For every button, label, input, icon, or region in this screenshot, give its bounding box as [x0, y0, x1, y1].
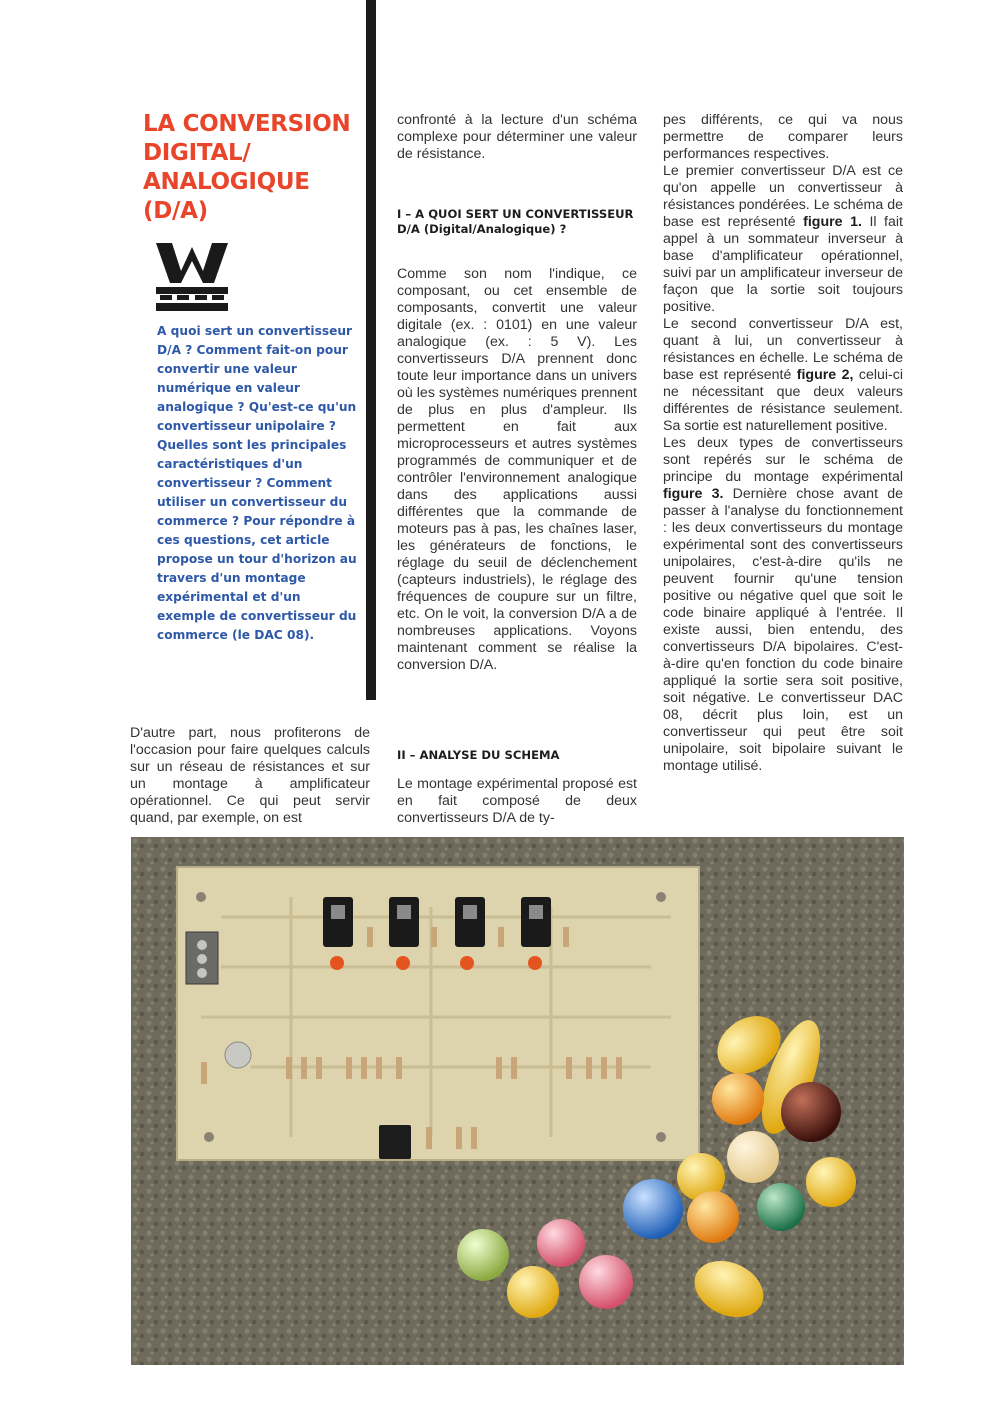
figure-ref: figure 1.: [803, 214, 862, 230]
column-rule: [366, 0, 376, 700]
text-run: Il fait appel à un sommateur inverseur à base d'amplificateur opérationnel, suivi par un amplificateur inverseur de façon que la sortie soit toujours positive.: [663, 214, 903, 315]
column-2-top: [397, 112, 637, 163]
column-2-body: [397, 266, 637, 674]
title-line: DIGITAL/: [143, 140, 251, 166]
column-2-end: [397, 776, 637, 827]
body-paragraph: D'autre part, nous profiterons de l'occasion pour faire quelques calculs sur un réseau de résistances et sur un montage à amplificateur opérationnel. Ce qui peut servir quand, par exemple, on est: [130, 725, 370, 826]
body-paragraph: [663, 163, 903, 316]
figure-ref: figure 3.: [663, 486, 724, 502]
article-intro: [157, 322, 357, 645]
heading-text: II – ANALYSE DU SCHEMA: [397, 748, 560, 762]
circuit-board-photo: [131, 837, 904, 1365]
body-paragraph: [663, 435, 903, 775]
body-paragraph: Comme son nom l'indique, ce composant, ou cet ensemble de composants, convertit une valeur digitale (ex. : 0101) en une valeur analogique (ex. : 5 V). Les convertisseurs D/A prennent donc toute leur importance dans un univers où les systèmes numériques prennent de plus en plus d'ampleur. Ils permettent en fait aux microprocesseurs et autres systèmes programmés de communiquer et de contrôler l'environnement analogique dans des applications aussi différentes que la commande de moteurs pas à pas, les chaînes laser, les générateurs de fonctions, le réglage du seuil de déclenchement (capteurs industriels), le réglage des fréquences de coupure sur un filtre, etc. On le voit, la conversion D/A a de nombreuses applications. Voyons maintenant comment se réalise la conversion D/A.: [397, 266, 637, 673]
section-heading-2: [397, 748, 637, 763]
body-paragraph: Le montage expérimental proposé est en fait composé de deux convertisseurs D/A de ty-: [397, 776, 637, 826]
text-run: Les deux types de convertisseurs sont repérés sur le schéma de principe du montage expérimental: [663, 435, 903, 485]
magazine-logo-icon: [156, 237, 228, 313]
body-paragraph: pes différents, ce qui va nous permettre de comparer leurs performances respectives.: [663, 112, 903, 162]
article-title: [143, 110, 368, 226]
title-line: ANALOGIQUE: [143, 169, 310, 195]
text-run: Le premier convertisseur D/A est ce qu'on appelle un convertisseur à résistances pondérées. Le schéma de base est représenté: [663, 163, 903, 230]
title-line: LA CONVERSION: [143, 111, 351, 137]
body-paragraph: [663, 316, 903, 435]
heading-text: I – A QUOI SERT UN CONVERTISSEUR D/A (Digital/Analogique) ?: [397, 207, 634, 236]
intro-text: A quoi sert un convertisseur D/A ? Comment fait-on pour convertir une valeur numérique en valeur analogique ? Qu'est-ce qu'un convertisseur unipolaire ? Quelles sont les principales caractéristiques d'un convertisseur ? Comment utiliser un convertisseur du commerce ? Pour répondre à ces questions, cet article propose un tour d'horizon au travers d'un montage expérimental et d'un exemple de convertisseur du commerce (le DAC 08).: [157, 324, 357, 642]
section-heading-1: [397, 207, 637, 237]
text-run: Le second convertisseur D/A est, quant à lui, un convertisseur à résistances en échelle. Le schéma de base est représenté: [663, 316, 903, 383]
text-run: celui-ci ne nécessitant que deux valeurs différentes de résistance seulement. Sa sortie est naturellement positive.: [663, 367, 903, 434]
body-paragraph: confronté à la lecture d'un schéma complexe pour déterminer une valeur de résistance.: [397, 112, 637, 162]
column-3: [663, 112, 903, 775]
column-1: [130, 725, 370, 827]
title-line: (D/A): [143, 198, 208, 224]
figure-ref: figure 2,: [796, 367, 854, 383]
text-run: Dernière chose avant de passer à l'analyse du fonctionnement : les deux convertisseurs du montage expérimental sont des convertisseurs unipolaires, c'est-à-dire qu'ils ne peuvent fournir qu'une tension positive ou négative quel que soit le code binaire appliqué à l'entrée. Il existe aussi, bien entendu, des convertisseurs D/A bipolaires. C'est-à-dire qu'en fonction du code binaire appliqué la sortie sera soit positive, soit négative. Le convertisseur DAC 08, décrit plus loin, est un convertisseur qui peut être soit unipolaire, soit bipolaire suivant le montage utilisé.: [663, 486, 903, 774]
